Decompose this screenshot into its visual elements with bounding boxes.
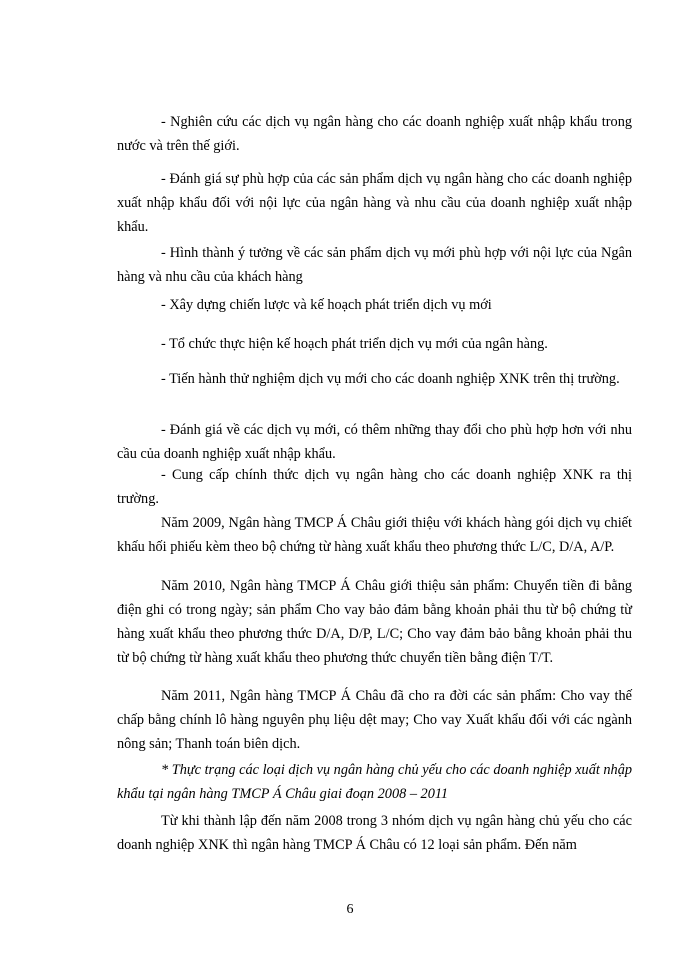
paragraph-evaluate-fit: - Đánh giá sự phù hợp của các sản phẩm dịch vụ ngân hàng cho các doanh nghiệp xuất nhập khẩu đối với nội lực của ngân hàng và nhu cầu của doanh nghiệp xuất nhập khẩu. — [117, 171, 632, 235]
paragraph-testing: - Tiến hành thử nghiệm dịch vụ mới cho các doanh nghiệp XNK trên thị trường. — [161, 371, 620, 387]
section-heading-italic: * Thực trạng các loại dịch vụ ngân hàng chủ yếu cho các doanh nghiệp xuất nhập khẩu tại ngân hàng TMCP Á Châu giai đoạn 2008 – 2011 — [117, 762, 632, 802]
paragraph-strategy: - Xây dựng chiến lược và kế hoạch phát triển dịch vụ mới — [161, 297, 492, 313]
paragraph-idea-formation: - Hình thành ý tưởng về các sản phẩm dịch vụ mới phù hợp với nội lực của Ngân hàng và nhu cầu của khách hàng — [117, 245, 632, 285]
paragraph-research: - Nghiên cứu các dịch vụ ngân hàng cho các doanh nghiệp xuất nhập khẩu trong nước và trên thế giới. — [117, 114, 632, 154]
paragraph-launch: - Cung cấp chính thức dịch vụ ngân hàng cho các doanh nghiệp XNK ra thị trường. — [117, 467, 632, 507]
paragraph-implementation: - Tổ chức thực hiện kế hoạch phát triển dịch vụ mới của ngân hàng. — [161, 336, 548, 352]
page-number: 6 — [346, 902, 354, 917]
paragraph-year-2011: Năm 2011, Ngân hàng TMCP Á Châu đã cho ra đời các sản phẩm: Cho vay thế chấp bằng chính lô hàng nguyên phụ liệu dệt may; Cho vay Xuất khẩu đối với các ngành nông sản; Thanh toán biên dịch. — [117, 688, 632, 752]
paragraph-year-2009: Năm 2009, Ngân hàng TMCP Á Châu giới thiệu với khách hàng gói dịch vụ chiết khấu hối phiếu kèm theo bộ chứng từ hàng xuất khẩu theo phương thức L/C, D/A, A/P. — [117, 515, 632, 555]
paragraph-evaluate-new: - Đánh giá về các dịch vụ mới, có thêm những thay đổi cho phù hợp hơn với nhu cầu của doanh nghiệp xuất nhập khẩu. — [117, 422, 632, 462]
paragraph-since-founding: Từ khi thành lập đến năm 2008 trong 3 nhóm dịch vụ ngân hàng chủ yếu cho các doanh nghiệp XNK thì ngân hàng TMCP Á Châu có 12 loại sản phẩm. Đến năm — [117, 813, 632, 853]
paragraph-year-2010: Năm 2010, Ngân hàng TMCP Á Châu giới thiệu sản phẩm: Chuyển tiền đi bằng điện ghi có trong ngày; sản phẩm Cho vay bảo đảm bằng khoản phải thu từ bộ chứng từ hàng xuất khẩu theo phương thức D/A, D/P, L/C; Cho vay đảm bảo bằng khoản phải thu từ bộ chứng từ hàng xuất khẩu theo phương thức chuyển tiền bằng điện T/T. — [117, 578, 632, 666]
